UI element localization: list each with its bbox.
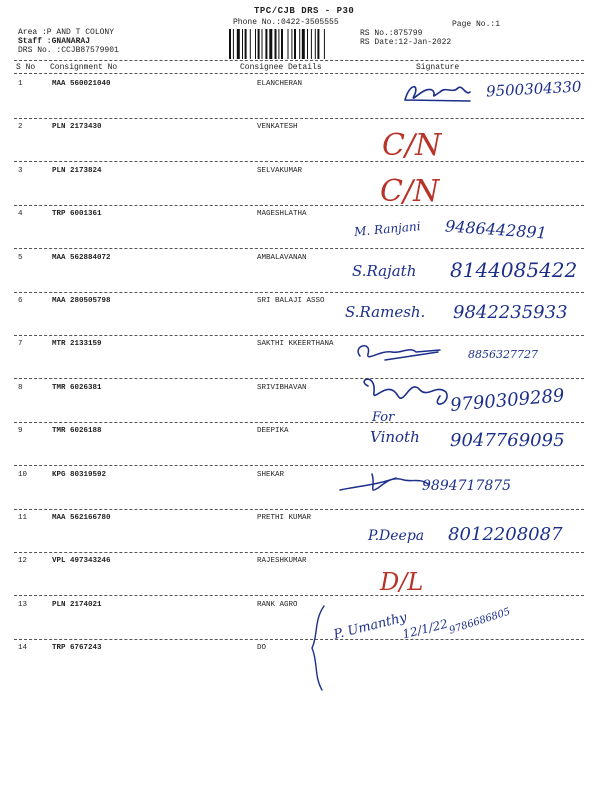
row-serial-number: 3 xyxy=(18,167,23,175)
row-serial-number: 11 xyxy=(18,514,28,522)
row-consignment-number: PLN 2173430 xyxy=(52,123,102,131)
handwritten-name-row11: P.Deepa xyxy=(368,528,425,544)
row-consignment-number: PLN 2174021 xyxy=(52,601,102,609)
handwritten-phone-row9: 9047769095 xyxy=(450,430,565,451)
page-number: Page No.:1 xyxy=(452,20,501,29)
handwritten-name-row6: S.Ramesh. xyxy=(345,303,426,321)
handwritten-phone-row11: 8012208087 xyxy=(448,524,563,545)
signature-scribble-row7 xyxy=(358,346,440,360)
row-serial-number: 14 xyxy=(18,644,28,652)
handwritten-phone-row4: 9486442891 xyxy=(444,216,548,243)
row-serial-number: 1 xyxy=(18,80,23,88)
rs-date: RS Date:12-Jan-2022 xyxy=(360,38,452,47)
row-consignment-number: VPL 497343246 xyxy=(52,557,111,565)
handwritten-name-row5: S.Rajath xyxy=(352,262,417,280)
handwritten-mark-row12: D/L xyxy=(380,568,424,596)
handwritten-mark-row3: C/N xyxy=(380,174,440,209)
row-serial-number: 7 xyxy=(18,340,23,348)
row-consignee-name: SRIVIBHAVAN xyxy=(257,384,307,392)
column-header-consignment: Consignment No xyxy=(50,63,118,72)
row-serial-number: 5 xyxy=(18,254,23,262)
handwritten-phone-row1: 9500304330 xyxy=(485,77,582,101)
handwritten-phone-row6: 9842235933 xyxy=(453,302,568,323)
phone-number: Phone No.:0422-3505555 xyxy=(233,18,339,27)
row-consignment-number: TRP 6767243 xyxy=(52,644,102,652)
rs-number: RS No.:875799 xyxy=(360,29,423,38)
handwritten-phone-row7: 8856327727 xyxy=(468,348,538,361)
handwritten-name-row13: P. Umanthy xyxy=(332,610,409,643)
row-consignee-name: AMBALAVANAN xyxy=(257,254,307,262)
row-consignment-number: MAA 560021040 xyxy=(52,80,111,88)
handwritten-phone-row13: 9786686805 xyxy=(447,606,512,637)
column-header-signature: Signature xyxy=(416,63,460,72)
handwritten-phone-row10: 9894717875 xyxy=(422,478,512,494)
column-header-sno: S No xyxy=(16,63,36,72)
drs-title: TPC/CJB DRS - P30 xyxy=(254,6,355,16)
row-serial-number: 12 xyxy=(18,557,28,565)
row-consignee-name: RANK AGRO xyxy=(257,601,298,609)
row-consignment-number: TRP 6001361 xyxy=(52,210,102,218)
row-consignment-number: MAA 562166780 xyxy=(52,514,111,522)
handwritten-mark-row2: C/N xyxy=(382,128,442,163)
area-label: Area :P AND T COLONY xyxy=(18,28,115,37)
row-serial-number: 8 xyxy=(18,384,23,392)
handwritten-phone-row8: 9790309289 xyxy=(449,385,566,416)
row-consignment-number: TMR 6026381 xyxy=(52,384,102,392)
row-consignment-number: PLN 2173824 xyxy=(52,167,102,175)
row-serial-number: 6 xyxy=(18,297,23,305)
row-serial-number: 10 xyxy=(18,471,28,479)
handwritten-name-row9: Vinoth xyxy=(370,428,420,446)
row-consignment-number: MTR 2133159 xyxy=(52,340,102,348)
handwritten-date-row13: 12/1/22 xyxy=(400,616,450,642)
row-consignee-name: SHEKAR xyxy=(257,471,285,479)
row-serial-number: 2 xyxy=(18,123,23,131)
row-consignee-name: SAKTHI KKEERTHANA xyxy=(257,340,334,348)
row-consignment-number: KPG 80319592 xyxy=(52,471,107,479)
column-header-consignee: Consignee Details xyxy=(240,63,322,72)
row-serial-number: 13 xyxy=(18,601,28,609)
signature-scribble-row1 xyxy=(405,87,470,101)
row-serial-number: 9 xyxy=(18,427,23,435)
signature-scribble-row8 xyxy=(364,379,447,404)
row-consignee-name: RAJESHKUMAR xyxy=(257,557,307,565)
row-consignment-number: MAA 562884072 xyxy=(52,254,111,262)
row-consignment-number: MAA 280505798 xyxy=(52,297,111,305)
handwritten-name-row4: M. Ranjani xyxy=(353,219,422,239)
signature-scribble-row10 xyxy=(340,474,428,490)
row-consignee-name: SELVAKUMAR xyxy=(257,167,303,175)
row-consignee-name: SRI BALAJI ASSO xyxy=(257,297,325,305)
row-serial-number: 4 xyxy=(18,210,23,218)
row-consignee-name: DEEPIKA xyxy=(257,427,289,435)
row-consignee-name: MAGESHLATHA xyxy=(257,210,307,218)
handwritten-phone-row5: 8144085422 xyxy=(450,258,578,282)
row-consignee-name: PRETHI KUMAR xyxy=(257,514,312,522)
handwritten-for-row8: For xyxy=(372,410,395,425)
row-consignment-number: TMR 6026188 xyxy=(52,427,102,435)
row-consignee-name: VENKATESH xyxy=(257,123,298,131)
bracket-row13 xyxy=(312,606,324,690)
drs-number: DRS No. :CCJB87579901 xyxy=(18,46,119,55)
row-consignee-name: DO xyxy=(257,644,267,652)
staff-label: Staff :GNANARAJ xyxy=(18,37,91,46)
row-consignee-name: ELANCHERAN xyxy=(257,80,303,88)
